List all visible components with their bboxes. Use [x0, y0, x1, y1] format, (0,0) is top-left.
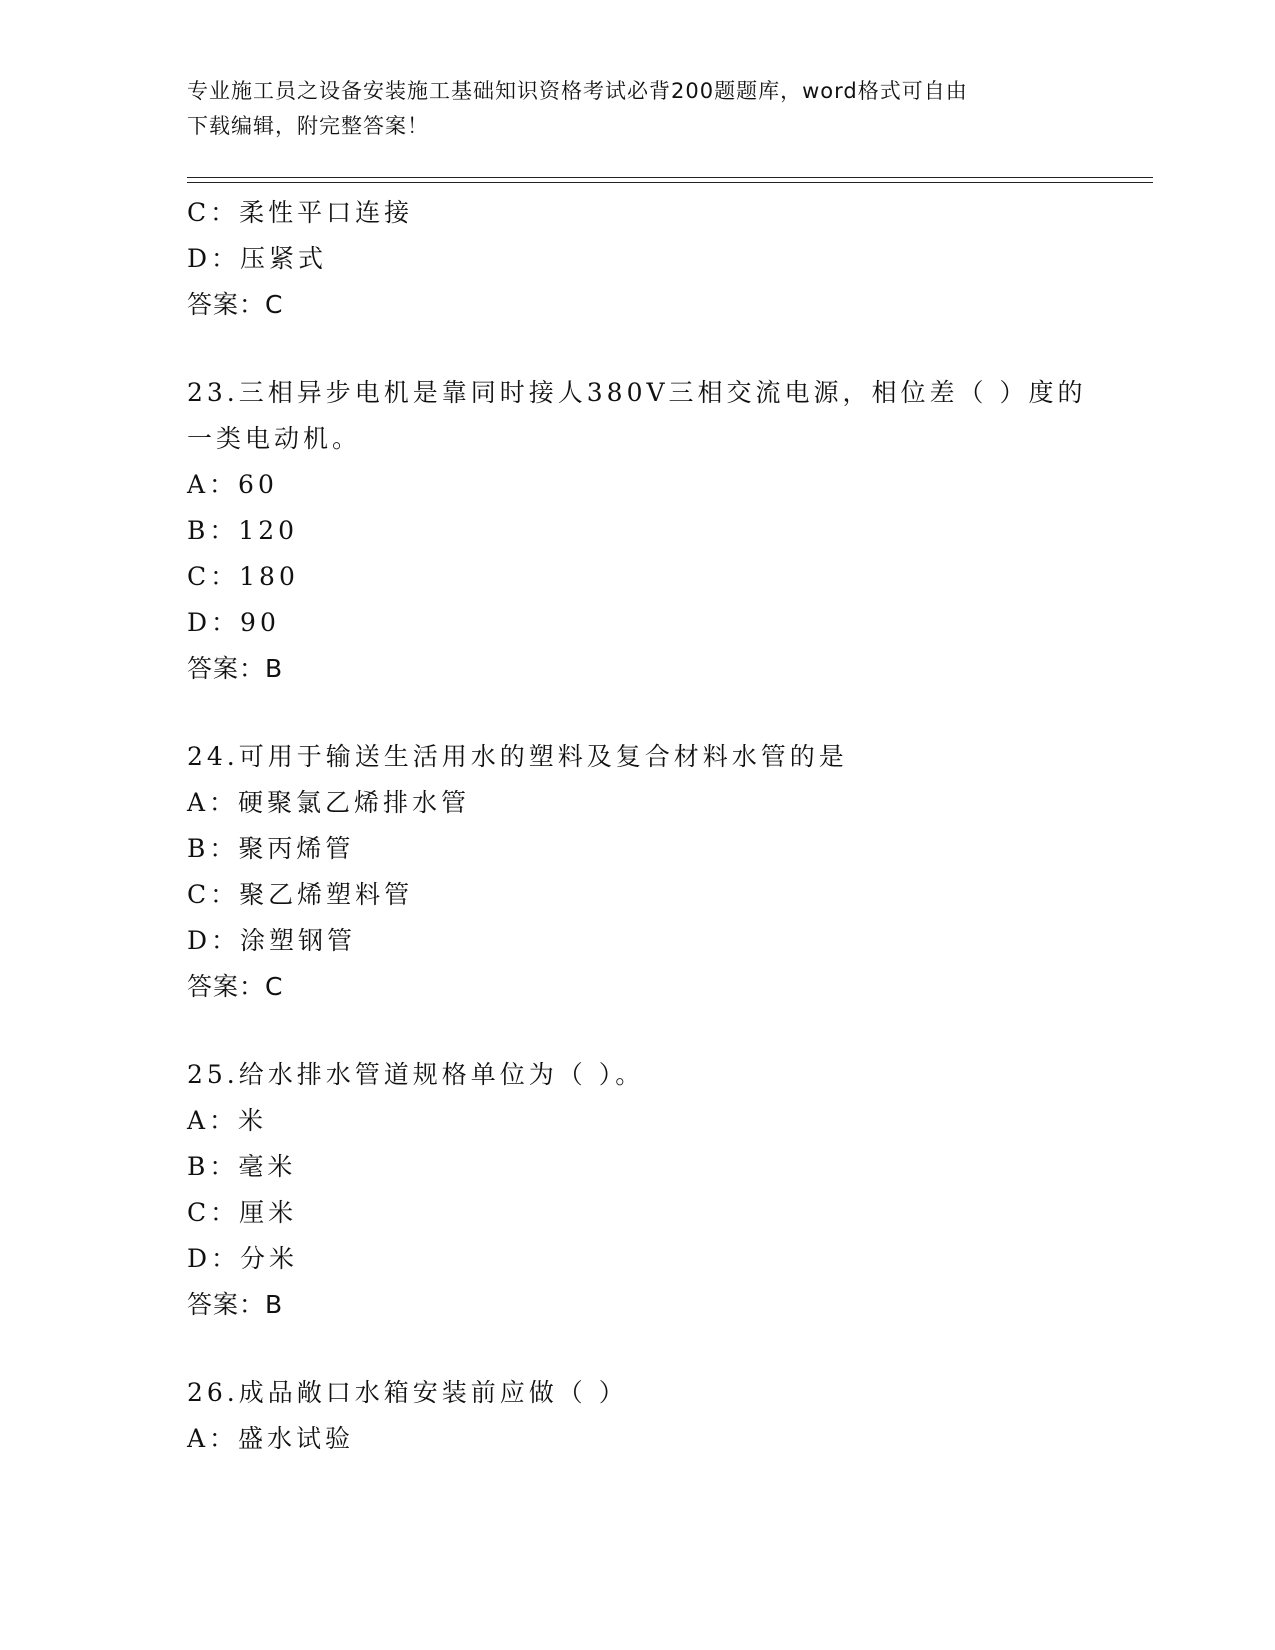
question-22-tail — [187, 190, 1153, 328]
q24-answer: 答案：C — [187, 972, 284, 1001]
question-24 — [187, 734, 1153, 1010]
q26-option-a: A：盛水试验 — [187, 1424, 355, 1453]
q25-option-c: C：厘米 — [187, 1198, 298, 1227]
q23-option-b: B：120 — [187, 516, 299, 545]
q24-stem: 24.可用于输送生活用水的塑料及复合材料水管的是 — [187, 742, 848, 771]
q24-option-d: D：涂塑钢管 — [187, 926, 357, 955]
question-list — [187, 190, 1153, 1462]
header-title-line-2: 下载编辑，附完整答案！ — [187, 114, 429, 138]
document-header — [187, 74, 1087, 144]
header-divider — [187, 177, 1153, 183]
q25-option-b: B：毫米 — [187, 1152, 297, 1181]
spacer — [187, 328, 1153, 370]
q23-option-c: C：180 — [187, 562, 299, 591]
q24-option-a: A：硬聚氯乙烯排水管 — [187, 788, 471, 817]
q22-answer: 答案：C — [187, 290, 284, 319]
question-26 — [187, 1370, 1153, 1462]
spacer — [187, 1328, 1153, 1370]
header-title-line-1: 专业施工员之设备安装施工基础知识资格考试必背200题题库，word格式可自由 — [187, 79, 968, 103]
q25-option-d: D：分米 — [187, 1244, 299, 1273]
q23-stem-line-1: 23.三相异步电机是靠同时接人380V三相交流电源，相位差（ ）度的 — [187, 378, 1087, 407]
q22-option-c: C：柔性平口连接 — [187, 198, 414, 227]
q23-option-d: D：90 — [187, 608, 280, 637]
spacer — [187, 692, 1153, 734]
q25-stem: 25.给水排水管道规格单位为（ ）。 — [187, 1060, 645, 1089]
q26-stem: 26.成品敞口水箱安装前应做（ ） — [187, 1378, 628, 1407]
question-23 — [187, 370, 1153, 692]
q24-option-b: B：聚丙烯管 — [187, 834, 355, 863]
q23-stem-line-2: 一类电动机。 — [187, 424, 362, 453]
q25-option-a: A：米 — [187, 1106, 268, 1135]
q24-option-c: C：聚乙烯塑料管 — [187, 880, 414, 909]
q23-answer: 答案：B — [187, 654, 284, 683]
q25-answer: 答案：B — [187, 1290, 284, 1319]
q22-option-d: D：压紧式 — [187, 244, 328, 273]
q23-option-a: A：60 — [187, 470, 278, 499]
spacer — [187, 1010, 1153, 1052]
question-25 — [187, 1052, 1153, 1328]
